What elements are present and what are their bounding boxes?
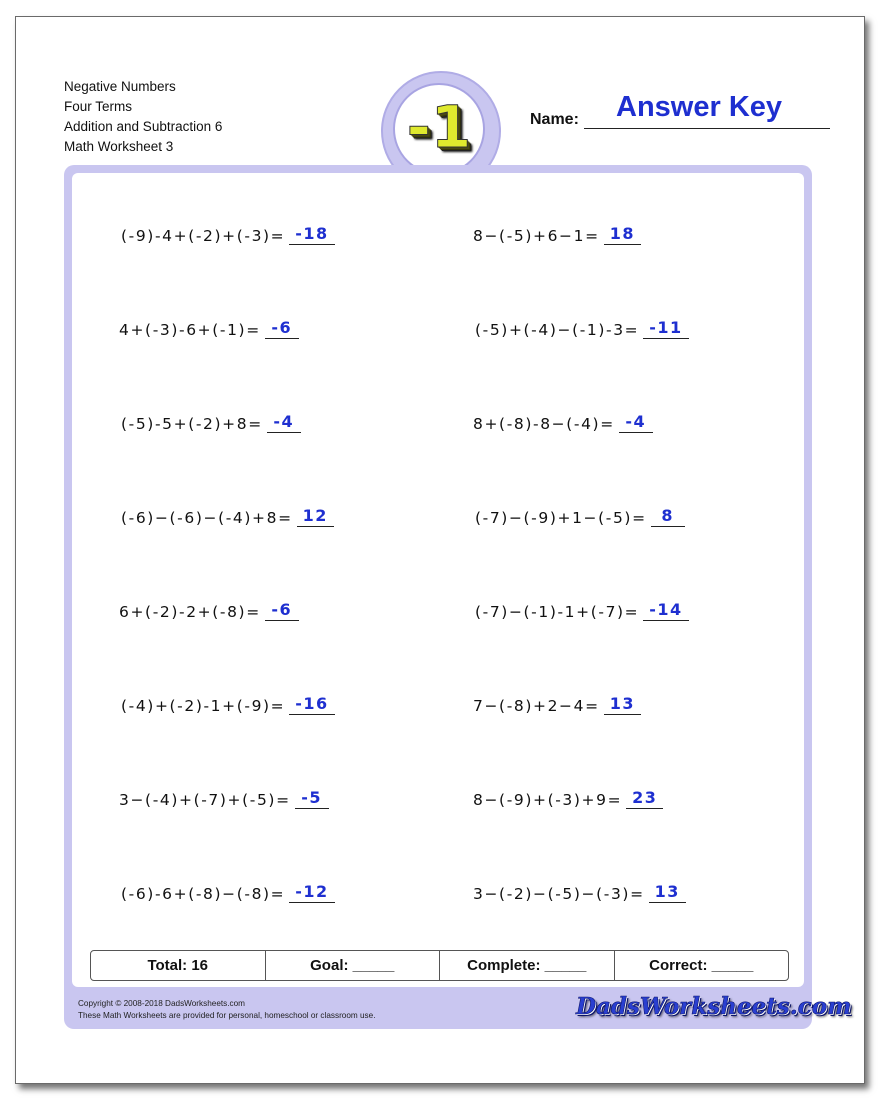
- problem-expression: 8−(-9)+(-3)+9=: [473, 791, 623, 809]
- problem-1: [121, 224, 335, 245]
- answer-key-title: Answer Key: [616, 91, 783, 123]
- problem-answer: -16: [289, 694, 334, 715]
- problem-15: [121, 882, 335, 903]
- name-label: Name:: [530, 111, 579, 128]
- heading-worksheet-number: Math Worksheet 3: [64, 139, 174, 154]
- problem-answer: 13: [604, 694, 641, 715]
- problem-answer: -12: [289, 882, 334, 903]
- problem-12: [473, 694, 641, 715]
- heading-operation: Addition and Subtraction 6: [64, 119, 223, 134]
- problem-answer: 23: [626, 788, 663, 809]
- problem-answer: -4: [267, 412, 301, 433]
- problem-11: [121, 694, 335, 715]
- problem-answer: -18: [289, 224, 334, 245]
- correct-cell: Correct: _____: [649, 957, 754, 974]
- problem-14: [473, 788, 663, 809]
- problem-expression: 8+(-8)-8−(-4)=: [473, 415, 615, 433]
- name-line: [584, 128, 830, 129]
- problem-7: [121, 506, 334, 527]
- problem-expression: 7−(-8)+2−4=: [473, 697, 600, 715]
- problem-answer: 18: [604, 224, 641, 245]
- problem-answer: 13: [649, 882, 686, 903]
- problem-expression: (-5)-5+(-2)+8=: [121, 415, 263, 433]
- complete-cell: Complete: _____: [440, 951, 615, 980]
- problem-answer: -6: [265, 600, 299, 621]
- problem-10: [475, 600, 689, 621]
- problem-expression: (-7)−(-1)-1+(-7)=: [475, 603, 640, 621]
- problem-8: [475, 506, 685, 527]
- problem-expression: 6+(-2)-2+(-8)=: [119, 603, 261, 621]
- problem-expression: (-5)+(-4)−(-1)-3=: [475, 321, 640, 339]
- copyright-line: Copyright © 2008-2018 DadsWorksheets.com: [78, 999, 245, 1008]
- problem-answer: 8: [651, 506, 685, 527]
- problem-expression: (-6)−(-6)−(-4)+8=: [121, 509, 293, 527]
- problem-answer: -5: [295, 788, 329, 809]
- problem-expression: (-7)−(-9)+1−(-5)=: [475, 509, 647, 527]
- total-cell: Total: 16: [91, 951, 266, 980]
- worksheet-heading: [64, 77, 222, 157]
- score-summary-bar: [90, 950, 789, 981]
- problem-expression: 4+(-3)-6+(-1)=: [119, 321, 261, 339]
- problem-answer: -14: [643, 600, 688, 621]
- problem-3: [119, 318, 299, 339]
- problem-expression: 3−(-4)+(-7)+(-5)=: [119, 791, 291, 809]
- heading-topic: Negative Numbers: [64, 79, 176, 94]
- problem-expression: (-6)-6+(-8)−(-8)=: [121, 885, 286, 903]
- problem-expression: (-9)-4+(-2)+(-3)=: [121, 227, 286, 245]
- badge-inner-circle: [393, 83, 485, 175]
- problem-16: [473, 882, 686, 903]
- problem-5: [121, 412, 301, 433]
- usage-line: These Math Worksheets are provided for personal, homeschool or classroom use.: [78, 1011, 376, 1020]
- problem-6: [473, 412, 653, 433]
- problem-13: [119, 788, 329, 809]
- problem-answer: -6: [265, 318, 299, 339]
- problem-expression: (-4)+(-2)-1+(-9)=: [121, 697, 286, 715]
- problem-expression: 3−(-2)−(-5)−(-3)=: [473, 885, 645, 903]
- problem-answer: -11: [643, 318, 688, 339]
- problem-answer: 12: [297, 506, 334, 527]
- problem-9: [119, 600, 299, 621]
- problem-2: [473, 224, 641, 245]
- worksheet-page: [15, 16, 865, 1084]
- problem-expression: 8−(-5)+6−1=: [473, 227, 600, 245]
- problem-4: [475, 318, 689, 339]
- badge-digit: -1: [406, 93, 472, 161]
- goal-cell: Goal: _____: [266, 951, 441, 980]
- dadsworksheets-logo: DadsWorksheets.com: [576, 993, 852, 1020]
- problems-panel: [72, 173, 804, 987]
- copyright-notice: [78, 998, 375, 1022]
- heading-subtopic: Four Terms: [64, 99, 133, 114]
- problem-answer: -4: [619, 412, 653, 433]
